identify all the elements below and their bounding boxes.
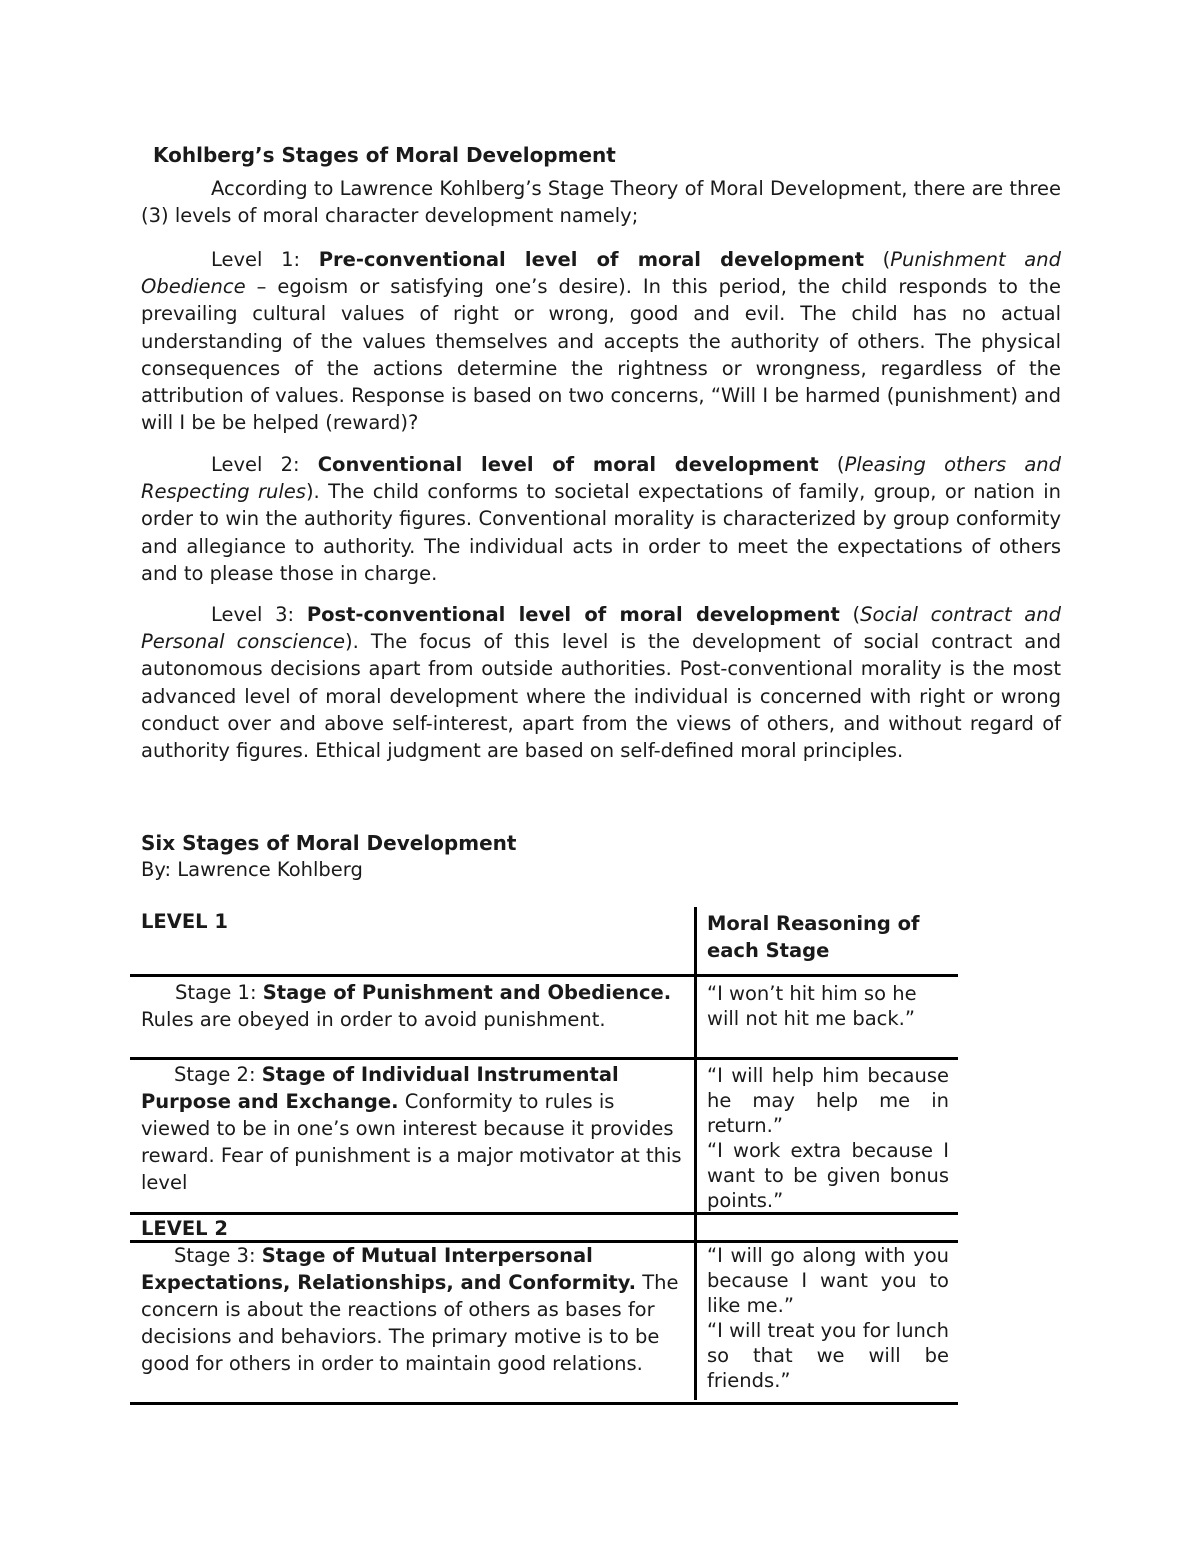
- stage-2-name: Stage of Individual Instrumental Purpose and Exchange.: [141, 1063, 619, 1113]
- level-3-paragraph: Level 3: Post-conventional level of moral development (Social contract and Personal conscience). The focus of this level is the development of social contract and autonomous decisions apart from outside authorities. Post-conventional morality is the most advanced level of moral development where the individual is concerned with right or wrong conduct over and above self-interest, apart from the views of others, and without regard of authority figures. Ethical judgment are based on self-defined moral principles.: [141, 603, 1061, 763]
- table-rule: [130, 974, 958, 977]
- level-1-name: Pre-conventional level of moral development: [318, 248, 865, 271]
- stage-1-reasoning: “I won’t hit him so he will not hit me back.”: [707, 982, 917, 1030]
- table-level-2-label: LEVEL 2: [141, 1217, 228, 1240]
- table-header-level-1: LEVEL 1: [141, 910, 228, 933]
- stage-3-name: Stage of Mutual Interpersonal Expectations, Relationships, and Conformity.: [141, 1244, 637, 1294]
- section-heading: [143, 143, 616, 167]
- table-divider: [694, 907, 697, 1400]
- stage-2-reasoning-1: “I will help him because he may help me in return.”: [707, 1064, 949, 1137]
- table-rule: [130, 1212, 958, 1215]
- level-2-paragraph: Level 2: Conventional level of moral development (Pleasing others and Respecting rules). The child conforms to societal expectations of family, group, or nation in order to win the authority figures. Conventional morality is characterized by group conformity and allegiance to authority. The individual acts in order to meet the expectations of others and to please those in charge.: [141, 453, 1062, 585]
- intro-text: According to Lawrence Kohlberg’s Stage Theory of Moral Development, there are three (3) levels of moral character development namely;: [141, 177, 1061, 228]
- stage-1-name: Stage of Punishment and Obedience.: [262, 981, 672, 1004]
- level-2-name: Conventional level of moral development: [317, 453, 819, 476]
- stage-2-cell: Stage 2: Stage of Individual Instrumental Purpose and Exchange. Conformity to rules is viewed to be in one’s own interest because it provides reward. Fear of punishment is a major motivator at this level: [141, 1063, 682, 1194]
- stage-3-cell: Stage 3: Stage of Mutual Interpersonal Expectations, Relationships, and Conformity. The concern is about the reactions of others as bases for decisions and behaviors. The primary motive is to be good for others in order to maintain good relations.: [141, 1244, 679, 1375]
- stage-3-reasoning-1: “I will go along with you because I want you to like me.”: [707, 1244, 949, 1317]
- table-rule: [130, 1057, 958, 1060]
- intro-paragraph: [141, 175, 1061, 229]
- stage-3-reasoning: [707, 1243, 949, 1393]
- six-stages-author: By: Lawrence Kohlberg: [141, 858, 363, 881]
- stage-3-reasoning-2: “I will treat you for lunch so that we will be friends.”: [707, 1319, 949, 1392]
- level-1-paragraph: Level 1: Pre-conventional level of moral development (Punishment and Obedience – egoism or satisfying one’s desire). In this period, the child responds to the prevailing cultural values of right or wrong, good and evil. The child has no actual understanding of the values themselves and accepts the authority of others. The physical consequences of the actions determine the rightness or wrongness, regardless of the attribution of values. Response is based on two concerns, “Will I be harmed (punishment) and will I be be helped (reward)?: [141, 248, 1061, 435]
- table-rule: [130, 1402, 958, 1405]
- stage-2-reasoning-2: “I work extra because I want to be given bonus points.”: [707, 1139, 949, 1212]
- six-stages-title: Six Stages of Moral Development: [141, 831, 517, 855]
- heading-title: Kohlberg’s Stages of Moral Development: [153, 143, 616, 167]
- stage-2-reasoning: [707, 1063, 949, 1213]
- level-3-name: Post-conventional level of moral development: [306, 603, 840, 626]
- stage-1-cell: Stage 1: Stage of Punishment and Obedience. Rules are obeyed in order to avoid punishment.: [141, 981, 672, 1031]
- table-header-reasoning: Moral Reasoning of each Stage: [707, 912, 920, 962]
